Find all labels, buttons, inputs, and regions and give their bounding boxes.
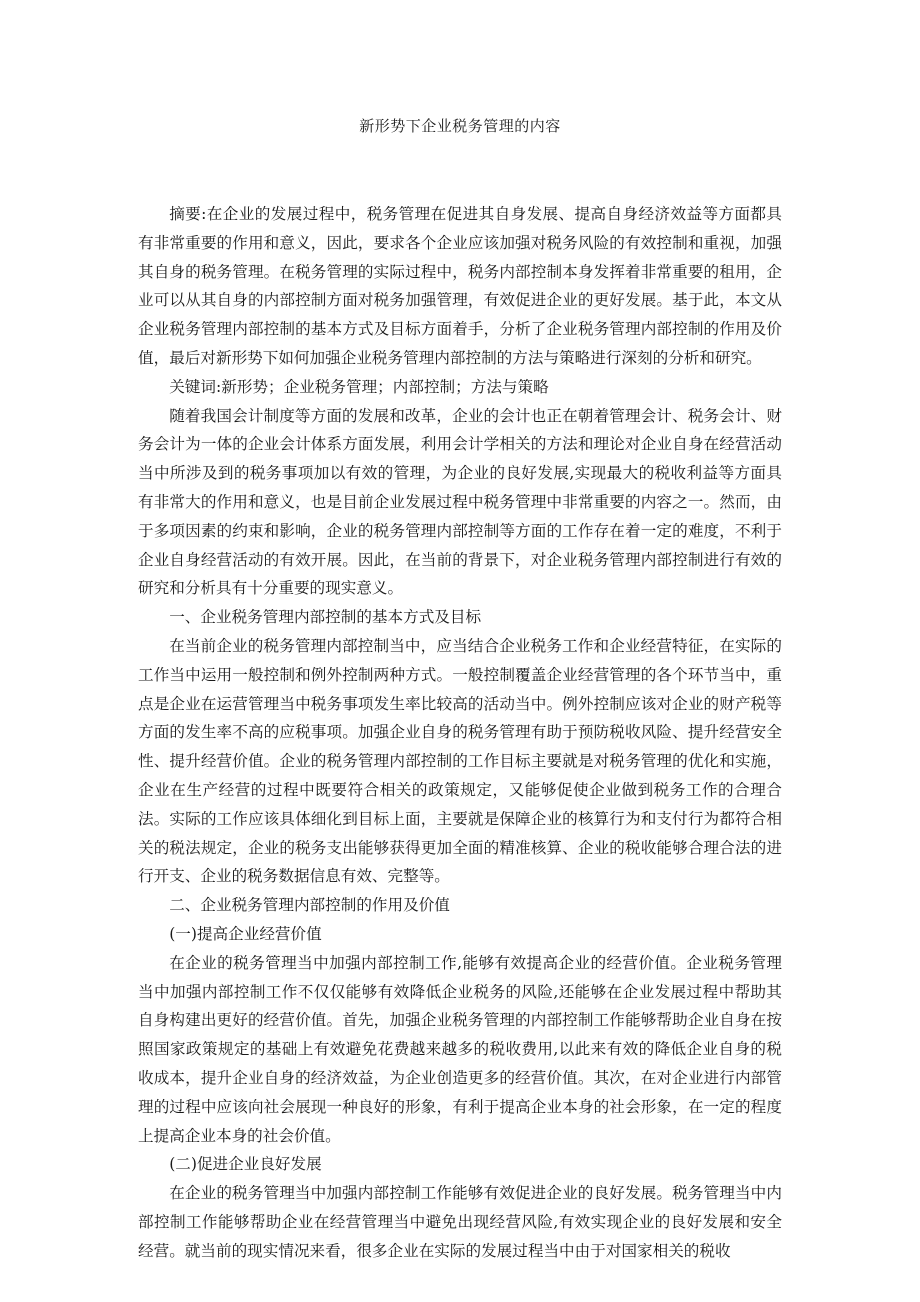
body-paragraph: 在当前企业的税务管理内部控制当中，应当结合企业税务工作和企业经营特征，在实际的工作当中运用一般控制和例外控制两种方式。一般控制覆盖企业经营管理的各个环节当中，重点是企业在运营管理当中税务事项发生率比较高的活动当中。例外控制应该对企业的财产税等方面的发生率不高的应税事项。加强企业自身的税务管理有助于预防税收风险、提升经营安全性、提升经营价值。企业的税务管理内部控制的工作目标主要就是对税务管理的优化和实施，企业在生产经营的过程中既要符合相关的政策规定，又能够促使企业做到税务工作的合理合法。实际的工作应该具体细化到目标上面，主要就是保障企业的核算行为和支付行为都符合相关的税法规定，企业的税务支出能够获得更加全面的精准核算、企业的税收能够合理合法的进行开支、企业的税务数据信息有效、完整等。 [138, 636, 782, 886]
document-title: 新形势下企业税务管理的内容 [359, 117, 561, 135]
subsection-heading-2: (二)促进企业良好发展 [169, 1155, 322, 1174]
body-paragraph: 在企业的税务管理当中加强内部控制工作能够有效促进企业的良好发展。税务管理当中内部控制工作能够帮助企业在经营管理当中避免出现经营风险,有效实现企业的良好发展和安全经营。就当前的现实情况来看，很多企业在实际的发展过程当中由于对国家相关的税收 [138, 1184, 782, 1260]
section-heading-2: 二、企业税务管理内部控制的作用及价值 [169, 896, 450, 915]
subsection-heading-1: (一)提高企业经营价值 [169, 924, 322, 943]
section-heading-1: 一、企业税务管理内部控制的基本方式及目标 [169, 608, 482, 627]
document-body [138, 200, 782, 1265]
body-paragraph: 在企业的税务管理当中加强内部控制工作,能够有效提高企业的经营价值。企业税务管理当中加强内部控制工作不仅仅能够有效降低企业税务的风险,还能够在企业发展过程中帮助其自身构建出更好的经营价值。首先，加强企业税务管理的内部控制工作能够帮助企业自身在按照国家政策规定的基础上有效避免花费越来越多的税收费用,以此来有效的降低企业自身的税收成本，提升企业自身的经济效益，为企业创造更多的经营价值。其次，在对企业进行内部管理的过程中应该向社会展现一种良好的形象，有利于提高企业本身的社会形象，在一定的程度上提高企业本身的社会价值。 [138, 953, 782, 1145]
keywords-paragraph: 关键词:新形势；企业税务管理；内部控制；方法与策略 [169, 377, 549, 396]
intro-paragraph: 随着我国会计制度等方面的发展和改革，企业的会计也正在朝着管理会计、税务会计、财务会计为一体的企业会计体系方面发展，利用会计学相关的方法和理论对企业自身在经营活动当中所涉及到的税务事项加以有效的管理，为企业的良好发展,实现最大的税收利益等方面具有非常大的作用和意义，也是目前企业发展过程中税务管理中非常重要的内容之一。然而，由于多项因素的约束和影响，企业的税务管理内部控制等方面的工作存在着一定的难度，不利于企业自身经营活动的有效开展。因此，在当前的背景下，对企业税务管理内部控制进行有效的研究和分析具有十分重要的现实意义。 [138, 406, 782, 598]
abstract-paragraph: 摘要:在企业的发展过程中，税务管理在促进其自身发展、提高自身经济效益等方面都具有非常重要的作用和意义，因此，要求各个企业应该加强对税务风险的有效控制和重视，加强其自身的税务管理。在税务管理的实际过程中，税务内部控制本身发挥着非常重要的租用，企业可以从其自身的内部控制方面对税务加强管理，有效促进企业的更好发展。基于此，本文从企业税务管理内部控制的基本方式及目标方面着手，分析了企业税务管理内部控制的作用及价值，最后对新形势下如何加强企业税务管理内部控制的方法与策略进行深刻的分析和研究。 [138, 205, 782, 367]
